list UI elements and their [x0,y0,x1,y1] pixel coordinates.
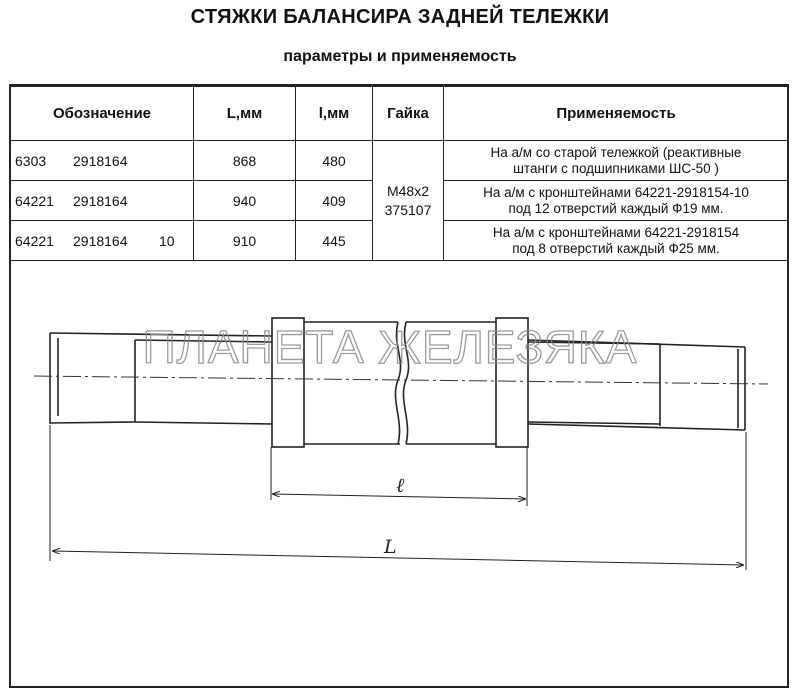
header-applicability: Применяемость [444,87,789,141]
code-model: 64221 [15,192,54,209]
code-part: 2918164 [73,232,128,249]
small-l-cell: 409 [296,181,373,221]
code-model: 64221 [15,232,54,249]
small-l-cell: 480 [296,141,373,181]
applicability-line-1: На а/м с кронштейнами 64221-2918154 [492,224,740,240]
header-designation: Обозначение [11,87,194,141]
code-part: 2918164 [73,192,128,209]
big-l-cell: 910 [194,221,296,261]
header-nut: Гайка [373,87,444,141]
axis-centerline [34,376,768,384]
applicability-line-2: штанги с подшипниками ШС-50 ) [513,160,719,176]
applicability-line-2: под 8 отверстий каждый Ф25 мм. [512,240,720,256]
code-model: 6303 [15,152,47,169]
watermark: ПЛАНЕТА ЖЕЛЕЗЯКА [142,321,638,373]
applicability-line-1: На а/м со старой тележкой (реактивные [490,144,742,160]
nut-part-number: 375107 [384,201,432,218]
dimension-big-l [50,425,746,570]
code-part: 2918164 [73,152,128,169]
dimension-small-l-label: ℓ [396,473,405,497]
header-small-l: l,мм [296,87,373,141]
big-l-cell: 940 [194,181,296,221]
code-variant: 10 [159,232,175,249]
dimension-big-l-label: L [384,536,397,558]
big-l-cell: 868 [194,141,296,181]
header-big-l: L,мм [194,87,296,141]
applicability-line-2: под 12 отверстий каждый Ф19 мм. [508,200,724,216]
page-subtitle: параметры и применяемость [283,48,517,65]
page-title: СТЯЖКИ БАЛАНСИРА ЗАДНЕЙ ТЕЛЕЖКИ [190,6,610,28]
applicability-line-1: На а/м с кронштейнами 64221-2918154-10 [483,184,749,200]
small-l-cell: 445 [296,221,373,261]
nut-size: М48х2 [386,182,430,199]
